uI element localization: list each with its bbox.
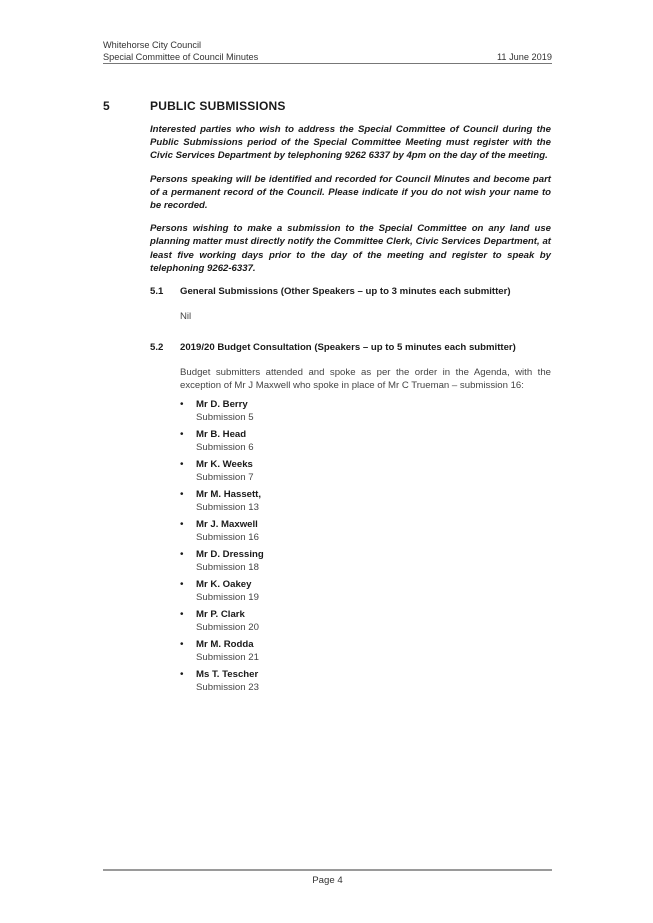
speaker-name: Ms T. Tescher bbox=[196, 669, 259, 681]
list-item bbox=[180, 578, 551, 604]
speaker-name: Mr K. Oakey bbox=[196, 579, 252, 591]
bullet-icon: • bbox=[180, 609, 184, 621]
speaker-submission: Submission 5 bbox=[196, 412, 254, 424]
header-meeting: Special Committee of Council Minutes bbox=[103, 52, 259, 62]
footer-divider bbox=[103, 869, 552, 871]
speaker-submission: Submission 7 bbox=[196, 472, 254, 484]
speaker-name: Mr M. Hassett, bbox=[196, 489, 262, 501]
bullet-icon: • bbox=[180, 669, 184, 681]
speaker-submission: Submission 18 bbox=[196, 562, 259, 574]
speaker-name: Mr M. Rodda bbox=[196, 639, 254, 651]
speaker-submission: Submission 20 bbox=[196, 622, 259, 634]
speaker-name: Mr B. Head bbox=[196, 429, 247, 441]
subsection-title: 2019/20 Budget Consultation (Speakers – up to 5 minutes each submitter) bbox=[180, 342, 516, 354]
speaker-submission: Submission 16 bbox=[196, 532, 259, 544]
list-item bbox=[180, 518, 551, 544]
header-date: 11 June 2019 bbox=[496, 52, 552, 62]
speaker-submission: Submission 21 bbox=[196, 652, 259, 664]
speaker-submission: Submission 13 bbox=[196, 502, 259, 514]
subsection-title: General Submissions (Other Speakers – up to 3 minutes each submitter) bbox=[180, 286, 511, 298]
header-divider bbox=[103, 63, 552, 64]
page-header bbox=[103, 39, 552, 63]
list-item bbox=[180, 458, 551, 484]
header-org: Whitehorse City Council bbox=[103, 40, 202, 50]
speaker-name: Mr J. Maxwell bbox=[196, 519, 258, 531]
bullet-icon: • bbox=[180, 459, 184, 471]
intro-paragraph: Persons speaking will be identified and recorded for Council Minutes and become part of a permanent record of the Council. Please indicate if you do not wish your name to be recorded. bbox=[150, 173, 551, 212]
speaker-submission: Submission 19 bbox=[196, 592, 259, 604]
speaker-name: Mr K. Weeks bbox=[196, 459, 253, 471]
bullet-icon: • bbox=[180, 489, 184, 501]
bullet-icon: • bbox=[180, 519, 184, 531]
bullet-icon: • bbox=[180, 399, 184, 411]
list-item bbox=[180, 548, 551, 574]
list-item bbox=[180, 638, 551, 664]
section-number: 5 bbox=[103, 99, 110, 113]
list-item bbox=[180, 428, 551, 454]
bullet-icon: • bbox=[180, 639, 184, 651]
speaker-submission: Submission 6 bbox=[196, 442, 254, 454]
subsection-text: Nil bbox=[180, 311, 192, 323]
subsection-number: 5.1 bbox=[150, 286, 164, 298]
list-item bbox=[180, 398, 551, 424]
subsection-heading bbox=[150, 341, 551, 354]
section-body bbox=[150, 123, 551, 698]
subsection-text: Budget submitters attended and spoke as per the order in the Agenda, with the exception of Mr J Maxwell who spoke in place of Mr C Trueman – submission 16: bbox=[180, 367, 551, 392]
list-item bbox=[180, 608, 551, 634]
speaker-name: Mr D. Dressing bbox=[196, 549, 264, 561]
intro-paragraph: Interested parties who wish to address the Special Committee of Council during the Public Submissions period of the Special Committee Meeting must register with the Civic Services Department by telephoning 9262 6337 by 4pm on the day of the meeting. bbox=[150, 124, 551, 162]
subsection-heading bbox=[150, 285, 551, 298]
section-title: PUBLIC SUBMISSIONS bbox=[150, 99, 286, 113]
page-number: Page 4 bbox=[312, 875, 343, 886]
bullet-icon: • bbox=[180, 429, 184, 441]
speaker-name: Mr D. Berry bbox=[196, 399, 248, 411]
list-item bbox=[180, 488, 551, 514]
speaker-list bbox=[180, 398, 551, 694]
bullet-icon: • bbox=[180, 549, 184, 561]
subsection-number: 5.2 bbox=[150, 342, 164, 354]
list-item bbox=[180, 668, 551, 694]
intro-paragraph: Persons wishing to make a submission to the Special Committee on any land use planning matter must directly notify the Committee Clerk, Civic Services Department, at least five working days prior to the day of the meeting and register to speak by telephoning 9262-6337. bbox=[150, 223, 551, 274]
speaker-name: Mr P. Clark bbox=[196, 609, 245, 621]
speaker-submission: Submission 23 bbox=[196, 682, 259, 694]
bullet-icon: • bbox=[180, 579, 184, 591]
